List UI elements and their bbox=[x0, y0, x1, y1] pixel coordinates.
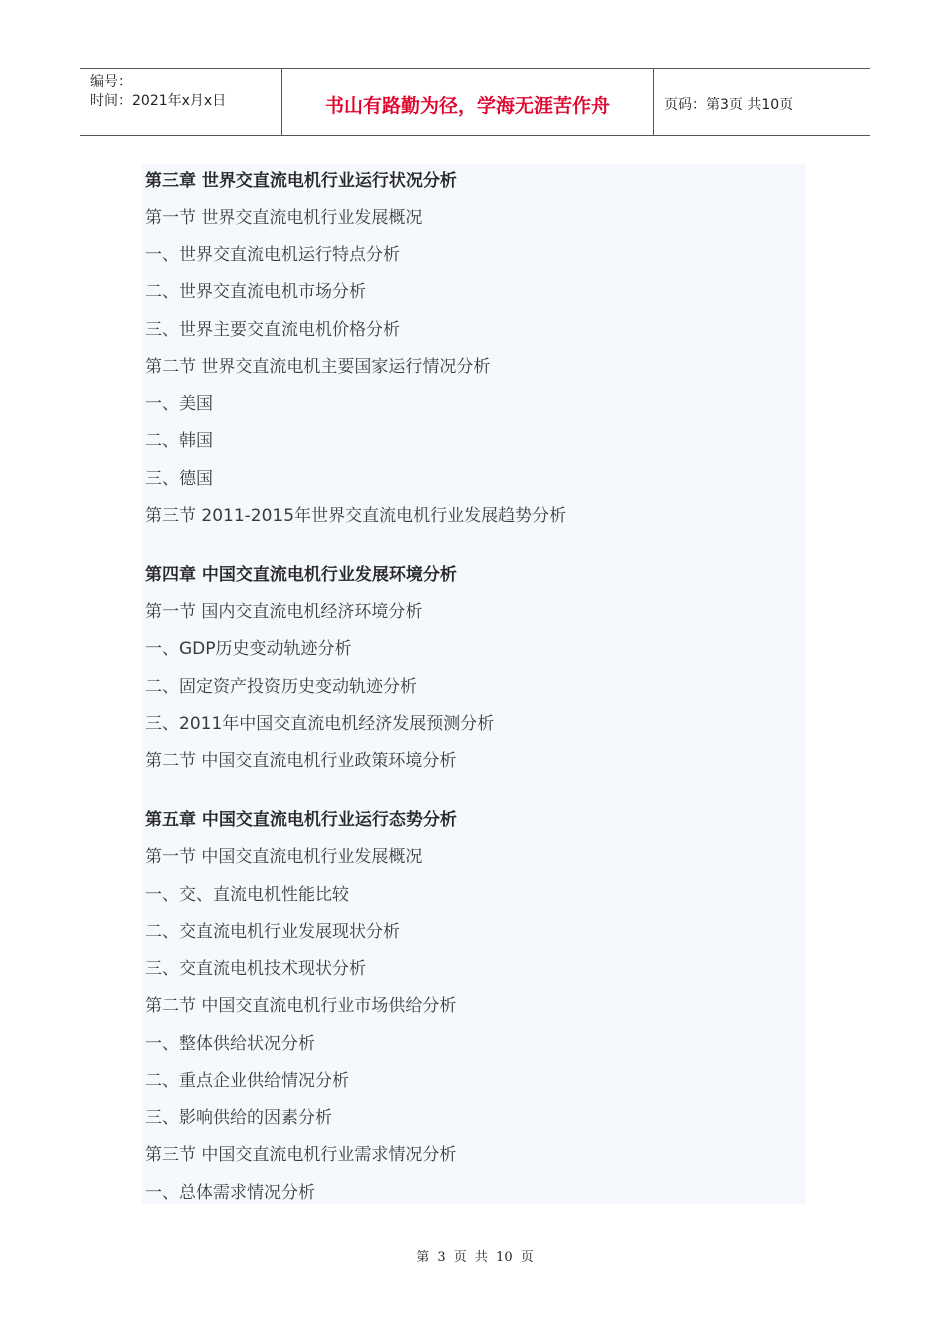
toc-line: 一、GDP历史变动轨迹分析 bbox=[145, 639, 352, 659]
chapter-heading: 第五章 中国交直流电机行业运行态势分析 bbox=[145, 810, 457, 830]
page-info: 页码：第3页 共10页 bbox=[664, 97, 794, 113]
toc-line: 二、世界交直流电机市场分析 bbox=[145, 282, 366, 302]
toc-line: 一、交、直流电机性能比较 bbox=[145, 885, 349, 905]
toc-line: 第二节 中国交直流电机行业政策环境分析 bbox=[145, 751, 457, 771]
toc-line: 第二节 中国交直流电机行业市场供给分析 bbox=[145, 996, 457, 1016]
header-page-cell bbox=[654, 69, 870, 135]
toc-line: 三、交直流电机技术现状分析 bbox=[145, 959, 366, 979]
toc-line: 第一节 世界交直流电机行业发展概况 bbox=[145, 208, 423, 228]
toc-line: 一、整体供给状况分析 bbox=[145, 1034, 315, 1054]
toc-line: 第二节 世界交直流电机主要国家运行情况分析 bbox=[145, 357, 491, 377]
chapter-heading: 第三章 世界交直流电机行业运行状况分析 bbox=[145, 171, 457, 191]
header-motto-cell bbox=[282, 69, 654, 135]
toc-line: 第三节 2011-2015年世界交直流电机行业发展趋势分析 bbox=[145, 506, 567, 526]
toc-line: 三、影响供给的因素分析 bbox=[145, 1108, 332, 1128]
toc-line: 第一节 中国交直流电机行业发展概况 bbox=[145, 847, 423, 867]
toc-line: 第三节 中国交直流电机行业需求情况分析 bbox=[145, 1145, 457, 1165]
toc-line: 一、总体需求情况分析 bbox=[145, 1183, 315, 1203]
page-footer: 第 3 页 共 10 页 bbox=[416, 1250, 534, 1265]
toc-line: 三、2011年中国交直流电机经济发展预测分析 bbox=[145, 714, 495, 734]
toc-line: 一、美国 bbox=[145, 394, 213, 414]
motto-text: 书山有路勤为径，学海无涯苦作舟 bbox=[324, 94, 610, 117]
toc-line: 第一节 国内交直流电机经济环境分析 bbox=[145, 602, 423, 622]
chapter-heading: 第四章 中国交直流电机行业发展环境分析 bbox=[145, 565, 457, 585]
toc-line: 二、交直流电机行业发展现状分析 bbox=[145, 922, 400, 942]
toc-content bbox=[142, 164, 806, 1204]
toc-line: 三、德国 bbox=[145, 469, 213, 489]
toc-line: 三、世界主要交直流电机价格分析 bbox=[145, 320, 400, 340]
date-line: 时间：2021年x月x日 bbox=[90, 93, 227, 109]
toc-line: 二、重点企业供给情况分析 bbox=[145, 1071, 349, 1091]
number-label: 编号： bbox=[90, 74, 132, 90]
toc-line: 二、固定资产投资历史变动轨迹分析 bbox=[145, 677, 417, 697]
page-header bbox=[80, 68, 870, 136]
header-meta-cell bbox=[80, 69, 282, 135]
toc-line: 一、世界交直流电机运行特点分析 bbox=[145, 245, 400, 265]
toc-line: 二、韩国 bbox=[145, 431, 213, 451]
